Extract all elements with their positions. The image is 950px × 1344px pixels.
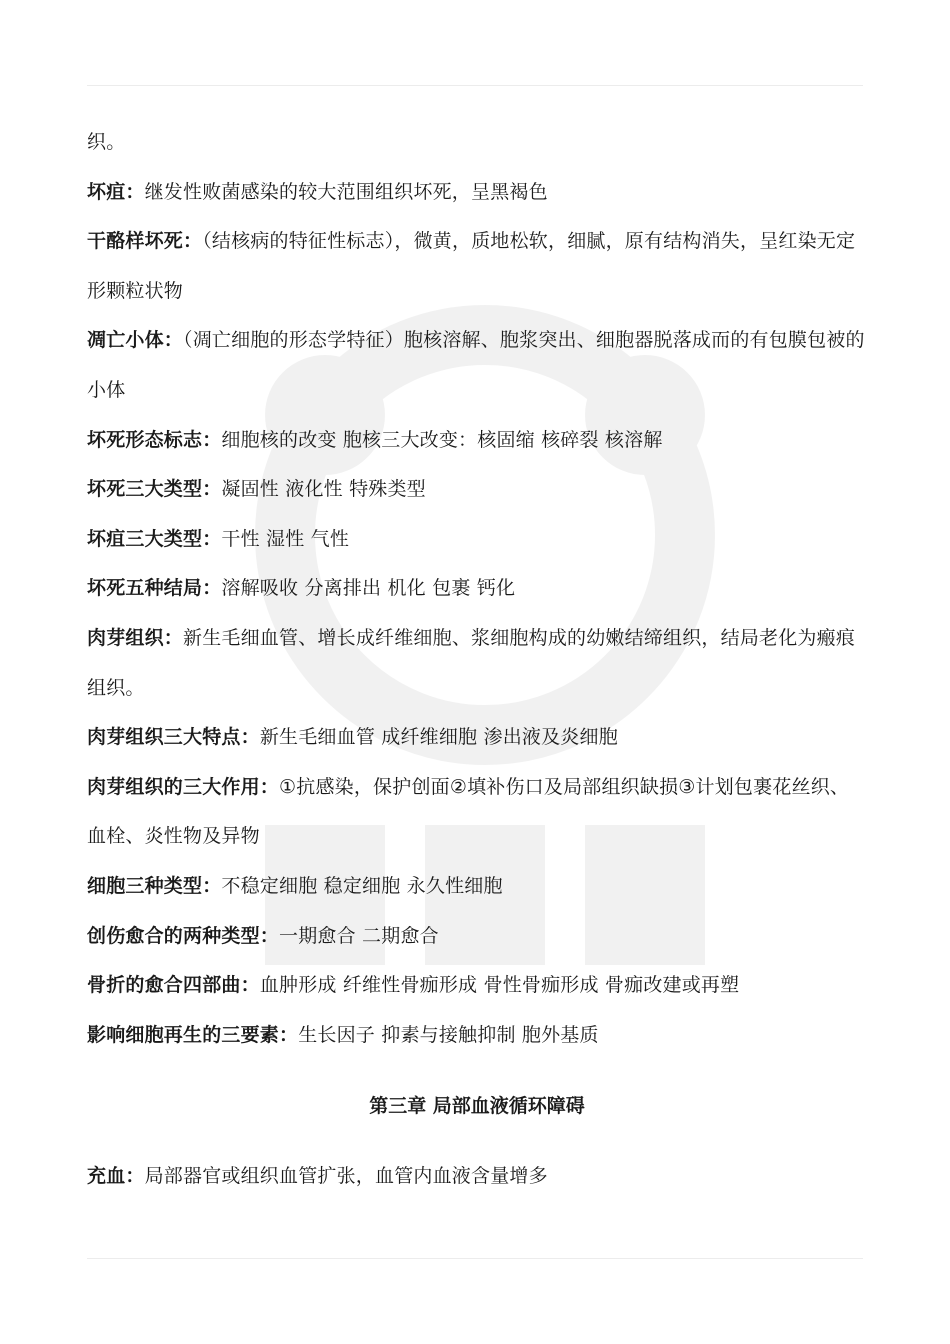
footer-rule <box>87 1258 863 1259</box>
entry-granulation-tissue <box>87 614 867 713</box>
entry-text: 凝固性 液化性 特殊类型 <box>221 478 426 501</box>
entry-term: 坏疽： <box>87 180 145 203</box>
entry-cell-types <box>87 862 867 912</box>
document-body <box>87 118 867 1201</box>
entry-term: 坏死三大类型： <box>87 478 222 501</box>
entry-text: 新生毛细血管、增长成纤维细胞、浆细胞构成的幼嫩结缔组织，结局老化为瘢痕组织。 <box>87 626 856 699</box>
entry-term: 肉芽组织的三大作用： <box>87 775 280 798</box>
entry-text: 生长因子 抑素与接触抑制 胞外基质 <box>298 1023 599 1046</box>
entry-regeneration-factors <box>87 1011 867 1061</box>
entry-text: 不稳定细胞 稳定细胞 永久性细胞 <box>221 874 503 897</box>
entry-term: 坏死五种结局： <box>87 577 222 600</box>
entry-text: 新生毛细血管 成纤维细胞 渗出液及炎细胞 <box>259 726 618 749</box>
entry-gangrene <box>87 168 867 218</box>
entry-text: 溶解吸收 分离排出 机化 包裹 钙化 <box>221 577 516 600</box>
entry-text: （结核病的特征性标志），微黄，质地松软，细腻，原有结构消失，呈红染无定形颗粒状物 <box>87 230 856 302</box>
entry-gangrene-types <box>87 515 867 565</box>
entry-wound-healing <box>87 912 867 962</box>
entry-term: 细胞三种类型： <box>87 874 222 897</box>
entry-caseous-necrosis <box>87 217 867 316</box>
entry-text: ①抗感染，保护创面②填补伤口及局部组织缺损③计划包裹花丝织、血栓、炎性物及异物 <box>87 775 850 848</box>
entry-term: 坏疽三大类型： <box>87 527 222 550</box>
entry-text: 局部器官或组织血管扩张，血管内血液含量增多 <box>144 1164 548 1187</box>
chapter-title: 第三章 局部血液循环障碍 <box>369 1095 585 1118</box>
entry-necrosis-types <box>87 465 867 515</box>
entry-text: （凋亡细胞的形态学特征）胞核溶解、胞浆突出、细胞器脱落成而的有包膜包被的小体 <box>87 329 865 401</box>
entry-text: 细胞核的改变 胞核三大改变：核固缩 核碎裂 核溶解 <box>221 428 663 451</box>
entry-term: 充血： <box>87 1164 145 1187</box>
entry-hyperemia <box>87 1152 867 1202</box>
entry-necrosis-markers <box>87 416 867 466</box>
entry-term: 坏死形态标志： <box>87 428 222 451</box>
entry-text: 继发性败菌感染的较大范围组织坏死，呈黑褐色 <box>144 180 548 203</box>
entry-term: 创伤愈合的两种类型： <box>87 924 280 947</box>
entry-term: 骨折的愈合四部曲： <box>87 974 260 997</box>
entry-fracture-healing <box>87 961 867 1011</box>
entry-text: 血肿形成 纤维性骨痂形成 骨性骨痂形成 骨痂改建或再塑 <box>259 974 740 997</box>
header-rule <box>87 85 863 86</box>
entry-term: 肉芽组织三大特点： <box>87 726 260 749</box>
entry-term: 肉芽组织： <box>87 626 184 649</box>
entry-term: 影响细胞再生的三要素： <box>87 1023 299 1046</box>
entry-granulation-features <box>87 713 867 763</box>
entry-apoptotic-body <box>87 316 867 415</box>
entry-necrosis-outcomes <box>87 564 867 614</box>
entry-term: 凋亡小体： <box>87 329 184 352</box>
entry-text: 干性 湿性 气性 <box>221 527 350 550</box>
intro-fragment: 织。 <box>87 131 126 153</box>
entry-text: 一期愈合 二期愈合 <box>279 924 439 947</box>
entry-granulation-functions <box>87 763 867 862</box>
entry-term: 干酪样坏死： <box>87 230 203 253</box>
